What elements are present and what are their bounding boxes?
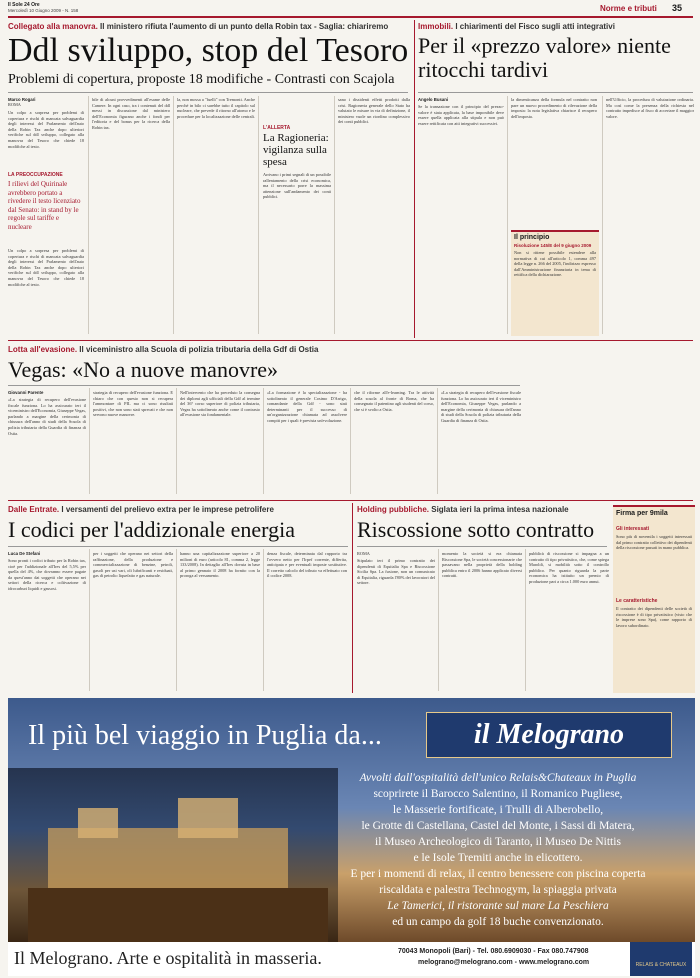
article2-body: Se la transazione con il principio del prezzo-valore è stata applicata, la base imponibile deve essere quella applicata alla stipula e non può essere rettificata con atti integrativi successivi. [418,104,504,126]
article5-kicker-text: Siglata ieri la prima intesa nazionale [431,505,569,514]
article1-subtitle: Problemi di copertura, proposte 18 modifiche - Contrasti con Scajola [8,72,395,87]
article3-col5: che il riforme all'e-learning. Tra le attività della scuola al fronte di Roma, che ha consegnato il patentino agli studenti del corso, che si è svolto a Ostia. [354,390,434,412]
article4-body: Sono pronti i codici tributo per la Robin tax, cioè per l'addizionale all'Ires del 5,5% per quella del 4%, che dovranno essere pagate da quest'anno dai soggetti che operano nei settori della ricerca e coltivazione di idrocarburi liquidi e gassosi. [8,558,86,591]
ad-badge-text: RELAIS & CHATEAUX [635,962,687,968]
article5-title: Riscossione sotto contratto [357,517,595,542]
article4-byline: Luca De Stefani [8,551,41,556]
article1-divider [8,92,408,93]
article4-col3: hanno una capitalizzazione superiore a 20 milioni di euro (articolo 81, comma 2, legge 133/2008). In dettaglio all'Ires dovuta in base al primo gennaio il 2008 ha fornito con la proroga al versamento. [180,551,260,579]
article4-title: I codici per l'addizionale energia [8,517,295,542]
article5-city: ROMA [357,551,370,556]
article2-divider [418,92,693,93]
article3-title: Vegas: «No a nuove manovre» [8,357,279,382]
article5-body: Stipulato ieri il primo contratto dei dipendenti di Equitalia Spa e Riscossione Sicilia Spa. La fusione, non un comunicato di Equitalia, riguarda l'80% dei lavoratori del settore. [357,558,435,586]
article3-kicker-text: Il viceministro alla Scuola di polizia tributaria della Gdf di Ostia [79,345,319,354]
article3-col4: «La formazione è la specializzazione - ha sottolineato il generale Cosimo D'Arrigo, comandante della Gdf - sono stati determinanti per il successo di un'organizzazione chiamata ad assolvere compiti per i quali è prevista un'evoluzione. [267,390,347,423]
ad-line-10: ed un campo da golf 18 buche convenzionato. [392,916,604,928]
article4-kicker-text: I versamenti del prelievo extra per le imprese petrolifere [61,505,274,514]
ad-headline: Il più bel viaggio in Puglia da... [28,720,382,751]
ad-line-9: Le Tamerici, il ristorante sul mare La Peschiera [387,900,609,912]
article5-col3: pubblicà di riscossione si impagna a un contratto di tipo privatistico, che, come spiega Maroldi, si mobilità sotto il controllo pubblico. Per quanto riguarda la parte economica ha istituito un premio di produzione pari a circa 1.000 euro annui. [529,551,609,584]
article2-byline: Angelo Busani [418,97,449,102]
article5-side-h2: Le caratteristiche [616,598,658,604]
article4-col2: per i soggetti che operano nei settori della raffinazione, della produzione e commercializzazione di benzine, petroli, gasoli per usi vari, oli lubrificanti e residuati, gas di petrolio liquefatto e gas naturale. [93,551,173,579]
article2-col3: nell'Ufficio, la procedura di valutazione ordinaria. Ma così come la presenza della richiesta nel contratto impedisce al fisco di accertare il maggior valore. [606,97,694,119]
article2-principle-box [511,230,599,336]
article1-body-cont: Un colpo a sorpresa per problemi di copertura e rischi di mancata salvaguardia degli interessi del Parlamento dell'auto della Robin Tax anche dopo ulteriori verifiche sul ddl sviluppo, collegato alla manovra del Tesoro che chiede 18 modifiche al testo. [8,248,84,287]
article5-side-t2: Il contratto dei dipendenti delle società di riscossione è di tipo privatistico (visto che le imprese sono Spa), come rapporto di lavoro subordinato. [616,606,692,628]
article1-aside-title: La Ragioneria: vigilanza sulla spesa [263,132,329,168]
masthead-rule [8,16,693,18]
ad-copy [308,770,688,930]
article1-box-text: I rilievi del Quirinale avrebbero portato a rivedere il testo licenziato dal Senato: in stand by le regole sul tariffe e nucleare [8,180,81,231]
relais-chateaux-badge [630,942,692,976]
article5-kicker-bold: Holding pubbliche. [357,505,429,514]
page-number: 35 [672,3,683,13]
ad-line-2: scoprirete il Barocco Salentino, il Romanico Pugliese, [373,788,623,800]
article5-side-t1: Sono più di novemila i soggetti interessati dal primo contratto collettivo dei dipendenti della riscossione passati in mano pubblica. [616,534,692,551]
ad-line-7: E per i momenti di relax, il centro benessere con piscina coperta [350,868,646,880]
article3-kicker-bold: Lotta all'evasione. [8,345,78,354]
ad-contacts: melograno@melograno.com - www.melograno.com [418,959,590,966]
article1-box-title: LA PREOCCUPAZIONE [8,172,63,178]
article2-kicker-text: I chiarimenti del Fisco sugli atti integrativi [455,22,615,31]
article1-aside-text: Arrivano i primi segnali di un possibile rallentamento della crisi economica, ma il necessario porre la massima attenzione sull'andamento dei conti pubblici. [263,172,331,200]
article1-kicker [8,22,408,31]
ad-line-6: e le Isole Tremiti anche in elicottero. [413,852,583,864]
section-name: Norme e tributi [600,4,657,13]
article3-byline: Giovanni Parente [8,390,44,395]
article5-sidebar [613,505,695,693]
ad-footer-title: Il Melograno. Arte e ospitalità in masseria. [14,948,322,968]
article4-kicker-bold: Dalle Entrate. [8,505,60,514]
ad-line-5: il Museo Archeologico di Taranto, il Museo De Nittis [375,836,621,848]
article2-box-title: Il principio [514,234,550,241]
article4-col4: denza fiscale, determinata dal rapporto tra l'ovvero netto per l'Irpef corrente, differita, anticipata e per eventuali imposte sostitutive. Il corretto calcolo del tributo va effettuato con il codice 2008. [267,551,347,579]
article2-kicker [418,22,698,31]
ad-footer [8,942,695,976]
paper-name: Il Sole 24 Ore [8,2,40,8]
article3-body: «La strategia di recupero dell'evasione fiscale funziona. Lo ha assicurato ieri il viceministro dell'Economia, Giuseppe Vegas, parlando a margine della cerimonia di chiusura dell'anno di studi della Scuola di polizia tributaria della Guardia di finanza di Ostia. [8,397,86,436]
ad-address: 70043 Monopoli (Bari) - Tel. 080.6909030 - Fax 080.747908 [398,948,589,955]
ad-brand-name: il Melograno [473,719,625,750]
article1-aside-tag: L'ALLERTA [263,125,291,131]
article1-kicker-bold: Collegato alla manovra. [8,22,98,31]
ad-building-photo [8,768,338,942]
ad-line-4: le Grotte di Castellana, Castel del Monte, i Sassi di Matera, [361,820,635,832]
article2-kicker-bold: Immobili. [418,22,454,31]
ad-brand [426,712,672,758]
melograno-ad[interactable] [8,698,695,942]
article2-col2: la dimenticanza della formula nel contratto non pare un nuovo procedimento di rilevazione della imposta: la nota legislativa chiarisce il recupero dell'imposta. [511,97,597,119]
article5-kicker [357,505,607,514]
issue-date: Mercoledì 10 Giugno 2009 - N. 158 [8,8,79,13]
ad-line-8: riscaldata e palestra Technogym, la spiaggia privata [379,884,617,896]
article2-box-text: Non si ritiene possibile estendere alla normativa di cui all'articolo 1, comma 497 della legge n. 266 del 2005, l'indirizzo espresso dall'Amministrazione finanziaria in tema di rettifica della dichiarazione. [514,250,596,278]
article1-city: ROMA [8,102,21,107]
ad-line-1: Avvolti dall'ospitalità dell'unico Relais&Chateaux in Puglia [359,772,637,784]
article1-byline: Marco Rogari [8,97,36,102]
article3-col2: strategia di recupero dell'evasione funziona. E chiaro che con questo non si recupera l'ammontare di PIL ma ci sono risultati positivi, che non sono stati sprecati e che non servono nuove manovre. [93,390,173,418]
article5-side-title: Firma per 9mila [616,510,668,517]
article1-body: Un colpo a sorpresa per problemi di copertura e rischi di mancata salvaguardia degli interessi del Parlamento dell'auto della Robin Tax anche dopo ulteriori verifiche sul ddl sviluppo, collegato alla manovra del Tesoro che chiede 18 modifiche al testo. [8,110,84,149]
article2-box-sub: Risoluzione 145/E del 9 giugno 2009 [514,243,592,248]
article3-col6: «La strategia di recupero dell'evasione fiscale funziona. Lo ha assicurato ieri il viceministro dell'Economia, Giuseppe Vegas, parlando a margine della cerimonia di chiusura dell'anno di studi della Scuola di polizia tributaria della Guardia di finanza di Ostia. [441,390,521,423]
article1-col2: bile di alcuni provvedimenti all'esame delle Camere. In ogni caso, tra i contenuti del ddl messi in discussione dal ministero dell'Economia figurano anche i fondi per l'editoria e del bonus per la ricerca della Robin tax. [92,97,170,130]
article3-kicker [8,345,508,354]
article5-side-h1: Gli interessati [616,526,650,532]
article1-col5: sano i dissidenti effetti prodotti dalla crisi. Ragioneria generale dello Stato ha valutato le misure in via di definizione, il ministero vuole un riordino complessivo dei conti pubblici. [338,97,410,125]
article1-kicker-text: Il ministero rifiuta l'aumento di un punto della Robin tax - Saglia: chiariremo [100,22,389,31]
article1-col3: la, non mossa a "fuelli" con Tremonti. Anche perché in bilo ci sarebbe tutto il capitolo sul nucleare, che prevede il ritorno all'atomo e le procedure per la localizzazione delle centrali. [177,97,255,119]
article5-col2: momento la società si era chiamata Riscossione Spa, le società concessionarie che passavano nella proprietà della holding pubblica entro il 2006 hanno applicato diversi contratti. [442,551,522,579]
article2-title: Per il «prezzo valore» niente ritocchi tardivi [418,33,671,82]
ad-line-3: le Masserie fortificate, i Trulli di Alberobello, [392,804,604,816]
article1-title: Ddl sviluppo, stop del Tesoro [8,32,409,69]
article4-kicker [8,505,348,514]
article3-col3: Nell'intervento che ha preceduto la consegna dei diplomi agli ufficiali della Gdf al termine del 36° corso superiore di polizia tributaria, Vegas ha sottolineato anche come il contrasto all'evasione sia fondamentale. [180,390,260,418]
